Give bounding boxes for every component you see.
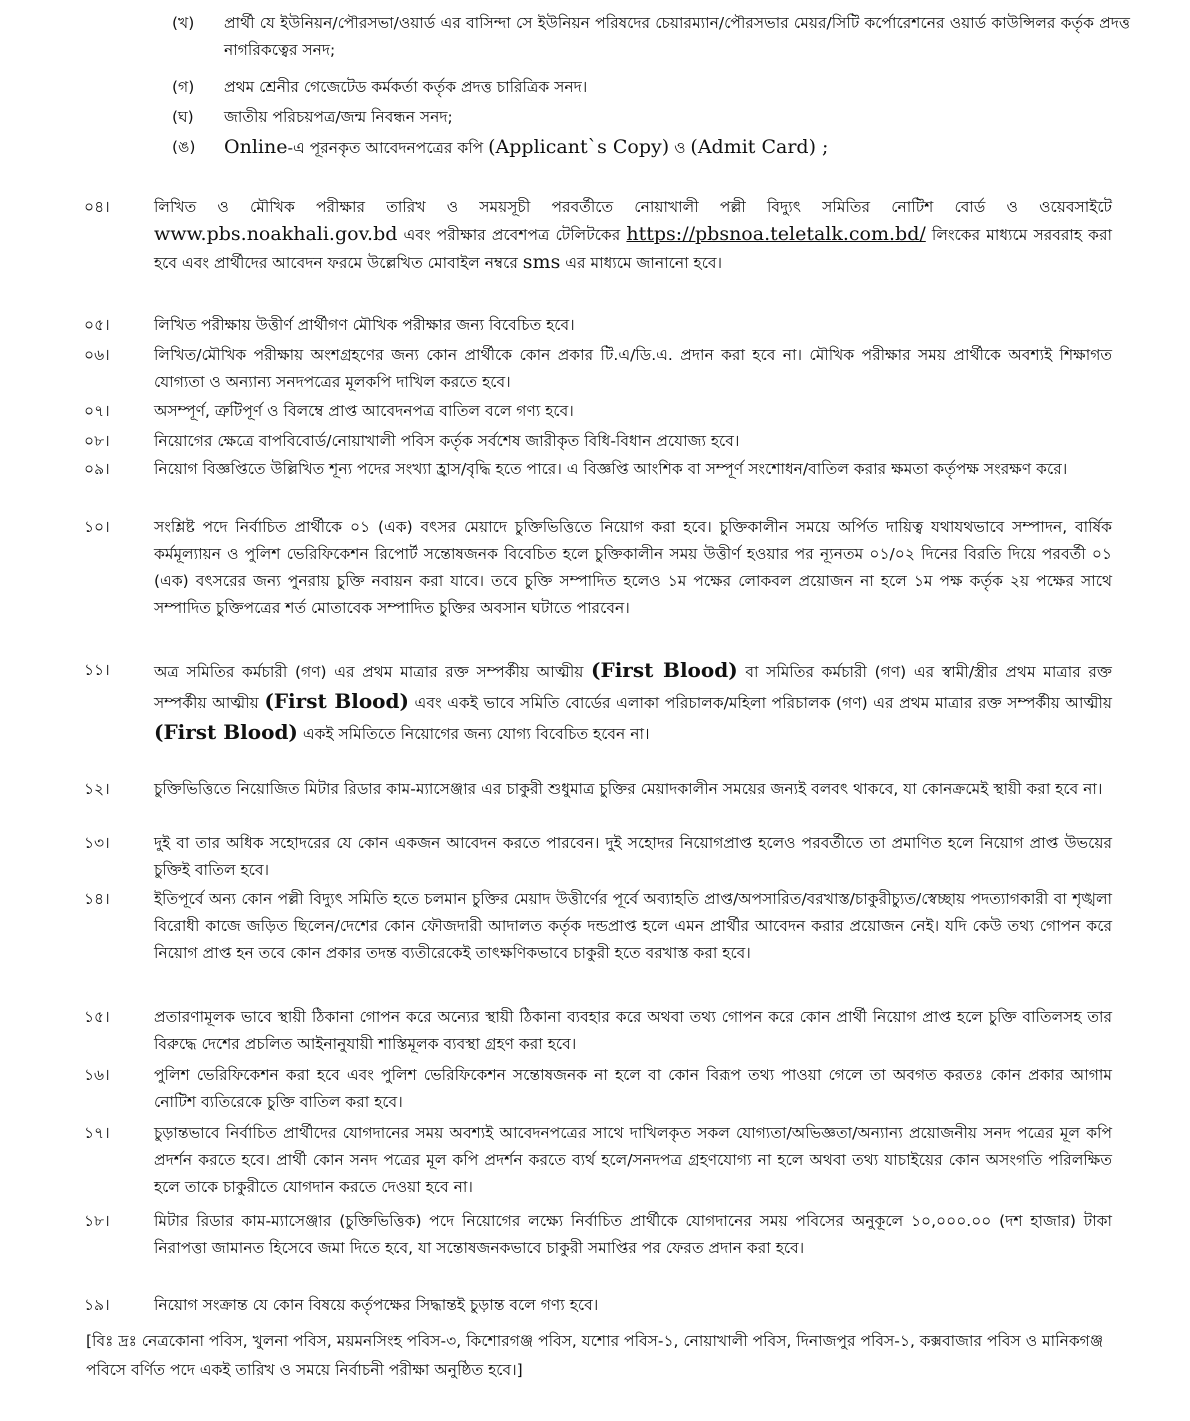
- sub-item: [172, 74, 1130, 101]
- item-number: ১৯।: [84, 1296, 110, 1314]
- item-number: ১৩।: [84, 834, 110, 852]
- item-12: [84, 776, 1112, 803]
- sub-item-text: প্রার্থী যে ইউনিয়ন/পৌরসভা/ওয়ার্ড এর বাসিন্দা সে ইউনিয়ন পরিষদের চেয়ারম্যান/পৌরসভার মেয়র/সিটি কর্পোরেশনের ওয়ার্ড কাউন্সিলর কর্তৃক প্রদত্ত নাগরিকত্বের সনদ;: [224, 14, 1130, 59]
- item-text: অসম্পূর্ণ, ত্রুটিপূর্ণ ও বিলম্বে প্রাপ্ত আবেদনপত্র বাতিল বলে গণ্য হবে।: [154, 402, 574, 420]
- item-number: ১২।: [84, 780, 110, 798]
- item-08: [84, 428, 1112, 455]
- item-16: [84, 1062, 1112, 1116]
- item-text: দুই বা তার অধিক সহোদরের যে কোন একজন আবেদন করতে পারবেন। দুই সহোদর নিয়োগপ্রাপ্ত হলেও পরবর্তীতে তা প্রমাণিত হলে নিয়োগ প্রাপ্ত উভয়ের চুক্তিই বাতিল হবে।: [154, 834, 1112, 879]
- item-17: [84, 1120, 1112, 1201]
- item-06: [84, 342, 1112, 396]
- sms-text: sms: [522, 251, 561, 273]
- item-04: ০৪। লিখিত ও মৌখিক পরীক্ষার তারিখ ও সময়সূচী পরবর্তীতে নোয়াখালী পল্লী বিদ্যুৎ সমিতির নোটিশ বোর্ড ও ওয়েবসাইটে www.pbs.noakhali.gov.bd এবং পরীক্ষার প্রবেশপত্র টেলিটকের https://pbsnoa.teletalk.com.bd/ লিংকের মাধ্যমে সরবরাহ করা হবে এবং প্রার্থীদের আবেদন ফরমে উল্লেখিত মোবাইল নম্বরে sms এর মাধ্যমে জানানো হবে।: [84, 194, 1112, 277]
- item-text: প্রতারণামূলক ভাবে স্থায়ী ঠিকানা গোপন করে অন্যের স্থায়ী ঠিকানা ব্যবহার করে অথবা তথ্য গোপন করে কোন প্রার্থী নিয়োগ প্রাপ্ত হলে চুক্তি বাতিলসহ তার বিরুদ্ধে দেশের প্রচলিত আইনানুযায়ী শাস্তিমূলক ব্যবস্থা গ্রহণ করা হবে।: [154, 1008, 1112, 1053]
- item-07: [84, 398, 1112, 425]
- item-number: ০৭।: [84, 402, 110, 420]
- footnote: [বিঃ দ্রঃ নেত্রকোনা পবিস, খুলনা পবিস, ময়মনসিংহ পবিস-৩, কিশোরগঞ্জ পবিস, যশোর পবিস-১, নোয়াখালী পবিস, দিনাজপুর পবিস-১, কক্সবাজার পবিস ও মানিকগঞ্জ পবিসে বর্ণিত পদে একই তারিখ ও সময়ে নির্বাচনী পরীক্ষা অনুষ্ঠিত হবে।]: [86, 1332, 1104, 1379]
- sub-item: (ঙ) Online-এ পূরনকৃত আবেদনপত্রের কপি (Applicant`s Copy) ও (Admit Card) ;: [172, 134, 1130, 162]
- sub-item-text: প্রথম শ্রেনীর গেজেটেড কর্মকর্তা কর্তৃক প্রদত্ত চারিত্রিক সনদ।: [224, 78, 588, 96]
- sub-item-label: (গ): [172, 78, 195, 96]
- item-number: ১৬।: [84, 1066, 110, 1084]
- item-10: [84, 514, 1112, 622]
- sub-item-label: (খ): [172, 14, 195, 32]
- item-number: ০৬।: [84, 346, 110, 364]
- item-number: ১৭।: [84, 1124, 110, 1142]
- item-05: [84, 312, 1112, 339]
- website-link[interactable]: www.pbs.noakhali.gov.bd: [154, 223, 398, 245]
- item-text: মিটার রিডার কাম-ম্যাসেঞ্জার (চুক্তিভিত্তিক) পদে নিয়োগের লক্ষ্যে নির্বাচিত প্রার্থীকে যোগদানের সময় পবিসের অনুকূলে ১০,০০০.০০ (দশ হাজার) টাকা নিরাপত্তা জামানত হিসেবে জমা দিতে হবে, যা সন্তোষজনকভাবে চাকুরী সমাপ্তির পর ফেরত প্রদান করা হবে।: [154, 1212, 1112, 1257]
- first-blood-text: (First Blood): [264, 689, 409, 713]
- sub-item-label: (ঘ): [172, 108, 194, 126]
- item-number: ০৮।: [84, 432, 110, 450]
- sub-item: [172, 10, 1130, 64]
- item-text: সংশ্লিষ্ট পদে নির্বাচিত প্রার্থীকে ০১ (এক) বৎসর মেয়াদে চুক্তিভিত্তিতে নিয়োগ করা হবে। চুক্তিকালীন সময়ে অর্পিত দায়িত্ব যথাযথভাবে সম্পাদন, বার্ষিক কর্মমূল্যায়ন ও পুলিশ ভেরিফিকেশন রিপোর্ট সন্তোষজনক বিবেচিত হলে চুক্তিকালীন সময় উত্তীর্ণ হওয়ার পর ন্যূনতম ০১/০২ দিনের বিরতি দিয়ে পরবর্তী ০১ (এক) বৎসরের জন্য পুনরায় চুক্তি নবায়ন করা যাবে। তবে চুক্তি সম্পাদিত হলেও ১ম পক্ষের লোকবল প্রয়োজন না হলে ১ম পক্ষ কর্তৃক ২য় পক্ষের সাথে সম্পাদিত চুক্তিপত্রের শর্ত মোতাবেক সম্পাদিত চুক্তির অবসান ঘটাতে পারবেন।: [154, 518, 1112, 617]
- item-text: ইতিপূর্বে অন্য কোন পল্লী বিদ্যুৎ সমিতি হতে চলমান চুক্তির মেয়াদ উত্তীর্ণের পূর্বে অব্যাহতি প্রাপ্ত/অপসারিত/বরখাস্ত/চাকুরীচ্যুত/স্বেচ্ছায় পদত্যাগকারী বা শৃঙ্খলা বিরোধী কাজে জড়িত ছিলেন/দেশের কোন ফৌজদারী আদালত কর্তৃক দন্ডপ্রাপ্ত হলে এমন প্রার্থীর আবেদন করার প্রয়োজন নেই। যদি কেউ তথ্য গোপন করে নিয়োগ প্রাপ্ত হন তবে কোন প্রকার তদন্ত ব্যতীরেকেই তাৎক্ষণিকভাবে চাকুরী হতে বরখাস্ত করা হবে।: [154, 890, 1112, 962]
- item-text: চুক্তিভিত্তিতে নিয়োজিত মিটার রিডার কাম-ম্যাসেঞ্জার এর চাকুরী শুধুমাত্র চুক্তির মেয়াদকালীন সময়ের জন্যই বলবৎ থাকবে, যা কোনক্রমেই স্থায়ী করা হবে না।: [154, 780, 1103, 798]
- online-text: Online: [224, 136, 288, 158]
- item-number: ১১।: [84, 661, 110, 679]
- item-number: ০৯।: [84, 460, 110, 478]
- item-text: লিখিত পরীক্ষায় উত্তীর্ণ প্রার্থীগণ মৌখিক পরীক্ষার জন্য বিবেচিত হবে।: [154, 316, 575, 334]
- first-blood-text: (First Blood): [154, 720, 298, 744]
- item-text: পুলিশ ভেরিফিকেশন করা হবে এবং পুলিশ ভেরিফিকেশন সন্তোষজনক না হলে বা কোন বিরূপ তথ্য পাওয়া গেলে তা অবগত করতঃ কোন প্রকার আগাম নোটিশ ব্যতিরেকে চুক্তি বাতিল করা হবে।: [154, 1066, 1112, 1111]
- applicant-copy-text: (Applicant`s Copy): [488, 136, 670, 158]
- item-text: নিয়োগ বিজ্ঞপ্তিতে উল্লিখিত শূন্য পদের সংখ্যা হ্রাস/বৃদ্ধি হতে পারে। এ বিজ্ঞপ্তি আংশিক বা সম্পূর্ণ সংশোধন/বাতিল করার ক্ষমতা কর্তৃপক্ষ সংরক্ষণ করে।: [154, 460, 1068, 478]
- item-text: লিখিত/মৌখিক পরীক্ষায় অংশগ্রহণের জন্য কোন প্রার্থীকে কোন প্রকার টি.এ/ডি.এ. প্রদান করা হবে না। মৌখিক পরীক্ষার সময় প্রার্থীকে অবশ্যই শিক্ষাগত যোগ্যতা ও অন্যান্য সনদপত্রের মূলকপি দাখিল করতে হবে।: [154, 346, 1112, 391]
- item-14: [84, 886, 1112, 967]
- item-15: [84, 1004, 1112, 1058]
- admit-card-text: (Admit Card): [690, 136, 817, 158]
- sub-item-label: (ঙ): [172, 138, 196, 156]
- item-number: ১০।: [84, 518, 110, 536]
- sub-item: [172, 104, 1130, 131]
- item-number: ১৫।: [84, 1008, 110, 1026]
- item-text: নিয়োগের ক্ষেত্রে বাপবিবোর্ড/নোয়াখালী পবিস কর্তৃক সর্বশেষ জারীকৃত বিধি-বিধান প্রযোজ্য হবে।: [154, 432, 740, 450]
- item-text: চুড়ান্তভাবে নির্বাচিত প্রার্থীদের যোগদানের সময় অবশ্যই আবেদনপত্রের সাথে দাখিলকৃত সকল যোগ্যতা/অভিজ্ঞতা/অন্যান্য প্রয়োজনীয় সনদ পত্রের মূল কপি প্রদর্শন করতে হবে। প্রার্থী কোন সনদ পত্রের মূল কপি প্রদর্শন করতে ব্যর্থ হলে/সনদপত্র গ্রহণযোগ্য না হলে অথবা তথ্য যাচাইয়ের কোন অসংগতি পরিলক্ষিত হলে তাকে চাকুরীতে যোগদান করতে দেওয়া হবে না।: [154, 1124, 1112, 1196]
- item-number: ০৪।: [84, 198, 110, 216]
- item-09: [84, 456, 1112, 483]
- first-blood-text: (First Blood): [591, 658, 738, 682]
- item-number: ০৫।: [84, 316, 110, 334]
- sub-item-text: জাতীয় পরিচয়পত্র/জন্ম নিবন্ধন সনদ;: [224, 108, 453, 126]
- item-text: নিয়োগ সংক্রান্ত যে কোন বিষয়ে কর্তৃপক্ষের সিদ্ধান্তই চুড়ান্ত বলে গণ্য হবে।: [154, 1296, 599, 1314]
- item-number: ১৪।: [84, 890, 110, 908]
- item-11: ১১। অত্র সমিতির কর্মচারী (গণ) এর প্রথম মাত্রার রক্ত সম্পর্কীয় আত্মীয় (First Blood) বা সমিতির কর্মচারী (গণ) এর স্বামী/স্ত্রীর প্রথম মাত্রার রক্ত সম্পর্কীয় আত্মীয় (First Blood) এবং একই ভাবে সমিতি বোর্ডের এলাকা পরিচালক/মহিলা পরিচালক (গণ) এর প্রথম মাত্রার রক্ত সম্পর্কীয় আত্মীয় (First Blood) একই সমিতিতে নিয়োগের জন্য যোগ্য বিবেচিত হবেন না।: [84, 656, 1112, 749]
- item-number: ১৮।: [84, 1212, 110, 1230]
- item-13: [84, 830, 1112, 884]
- item-19: [84, 1292, 1112, 1319]
- item-18: [84, 1208, 1112, 1262]
- teletalk-link[interactable]: https://pbsnoa.teletalk.com.bd/: [626, 223, 926, 245]
